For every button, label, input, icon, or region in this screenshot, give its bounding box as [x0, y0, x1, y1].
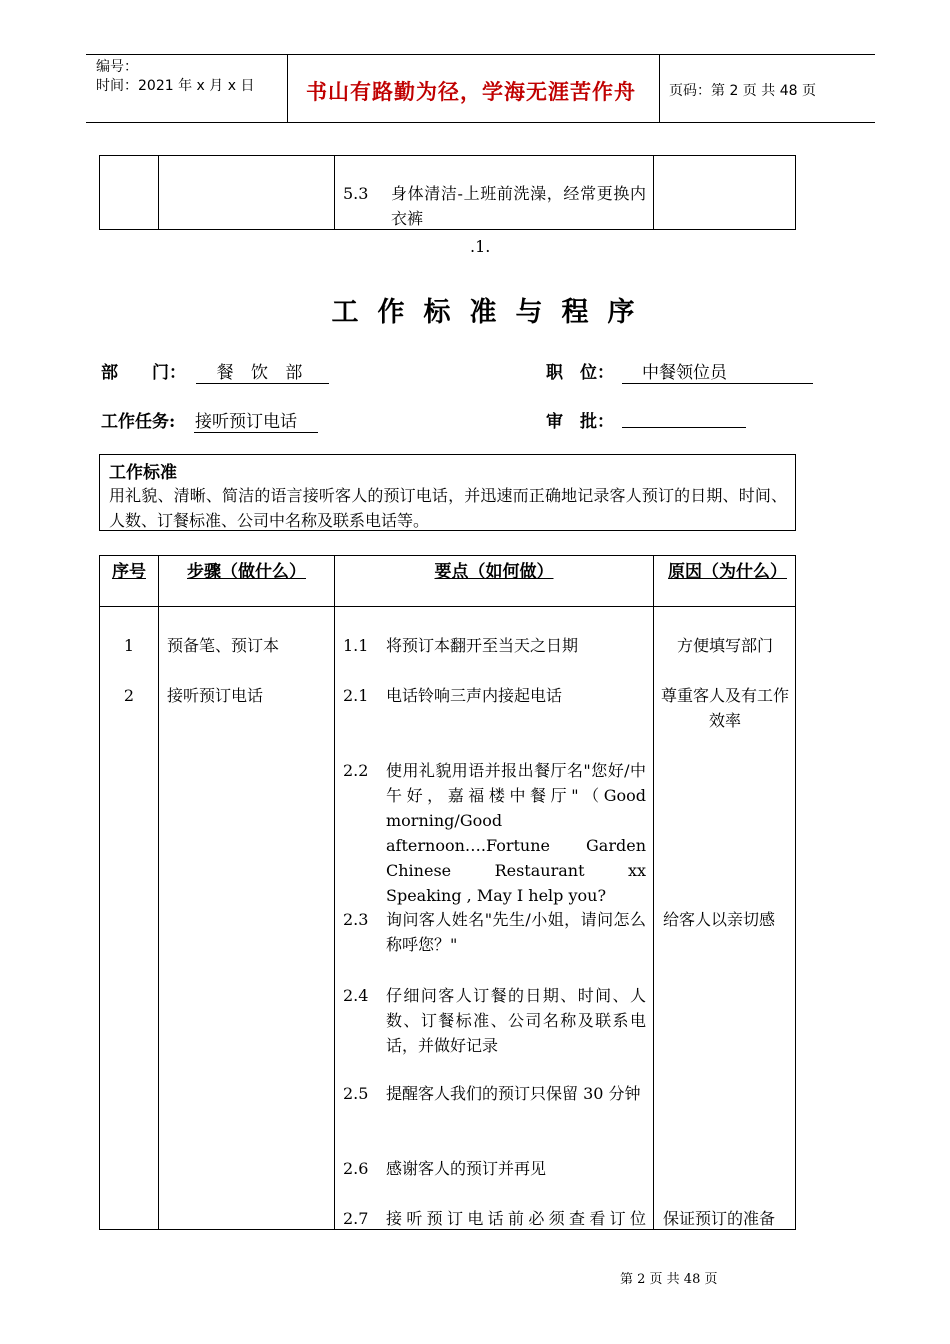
procedure-header-rule	[99, 606, 796, 607]
reason-text: 方便填写部门	[676, 636, 773, 655]
position-value: 中餐领位员	[622, 358, 813, 384]
point-text: 电话铃响三声内接起电话	[386, 686, 563, 705]
reason-text: 尊重客人及有工作效率	[661, 686, 790, 730]
point-number: 2.5	[343, 1084, 369, 1103]
step-no: 2	[123, 686, 135, 705]
point-text: 感谢客人的预订并再见	[386, 1159, 547, 1178]
point-text: 仔细问客人订餐的日期、时间、人数、订餐标准、公司名称及联系电话，并做好记录	[386, 986, 646, 1055]
standard-body: 用礼貌、清晰、简洁的语言接听客人的预订电话，并迅速而正确地记录客人预订的日期、时间、人数、订餐标准、公司中名称及联系电话等。	[109, 486, 787, 530]
header-number-label: 编号：	[96, 59, 138, 75]
step-no: 1	[123, 636, 135, 655]
position-label: 职 位：	[546, 363, 614, 383]
prev-page-number: .1.	[470, 237, 491, 256]
page-footer: 第 2 页 共 48 页	[620, 1272, 718, 1287]
prev-table-divider-2	[334, 155, 335, 230]
header-page-label: 页码：第 2 页 共 48 页	[669, 83, 816, 99]
point-number: 2.1	[343, 686, 369, 705]
header-divider-right	[659, 54, 660, 123]
point-text: 提醒客人我们的预订只保留 30 分钟	[386, 1084, 641, 1103]
point-text: 将预订本翻开至当天之日期	[386, 636, 579, 655]
header-top-rule	[86, 54, 875, 55]
prev-table-divider-3	[653, 155, 654, 230]
point-number: 2.6	[343, 1159, 369, 1178]
approve-label: 审 批：	[546, 412, 614, 432]
task-value: 接听预订电话	[194, 407, 318, 433]
point-text: 询问客人姓名"先生/小姐，请问怎么称呼您？"	[386, 910, 646, 954]
task-label: 工作任务:	[101, 412, 176, 432]
page-title: 工作标准与程序	[331, 297, 654, 328]
point-number: 2.2	[343, 761, 369, 780]
approve-value	[622, 407, 746, 428]
procedure-divider-3	[653, 555, 654, 1230]
step-name: 接听预订电话	[167, 686, 264, 705]
standard-heading: 工作标准	[109, 463, 177, 483]
prev-row-number: 5.3	[343, 184, 369, 203]
header-divider-left	[287, 54, 288, 123]
procedure-divider-2	[334, 555, 335, 1230]
point-number: 2.3	[343, 910, 369, 929]
point-text: 使用礼貌用语并报出餐厅名"您好/中午好，嘉福楼中餐厅"（Good morning/Good afternoon….Fortune Garden Chinese Restaurant xx Speaking , May I help you?	[386, 761, 646, 905]
header-no: 序号	[112, 562, 146, 582]
prev-table-divider-1	[158, 155, 159, 230]
header-motto: 书山有路勤为径，学海无涯苦作舟	[306, 80, 636, 104]
point-text: 接听预订电话前必须查看订位	[386, 1209, 646, 1228]
point-number: 2.7	[343, 1209, 369, 1228]
point-number: 1.1	[343, 636, 369, 655]
header-point: 要点（如何做）	[434, 562, 554, 582]
dept-label: 部 门：	[101, 363, 186, 383]
header-reason: 原因（为什么）	[668, 562, 787, 582]
point-number: 2.4	[343, 986, 369, 1005]
header-step: 步骤（做什么）	[187, 562, 306, 582]
reason-text: 保证预订的准备	[663, 1209, 776, 1228]
prev-row-text: 身体清洁-上班前洗澡，经常更换内衣裤	[391, 184, 646, 228]
header-bottom-rule	[86, 122, 875, 123]
step-name: 预备笔、预订本	[167, 636, 280, 655]
header-time-label: 时间：2021 年 x 月 x 日	[96, 78, 255, 94]
reason-text: 给客人以亲切感	[663, 910, 776, 929]
dept-value: 餐 饮 部	[196, 358, 329, 384]
